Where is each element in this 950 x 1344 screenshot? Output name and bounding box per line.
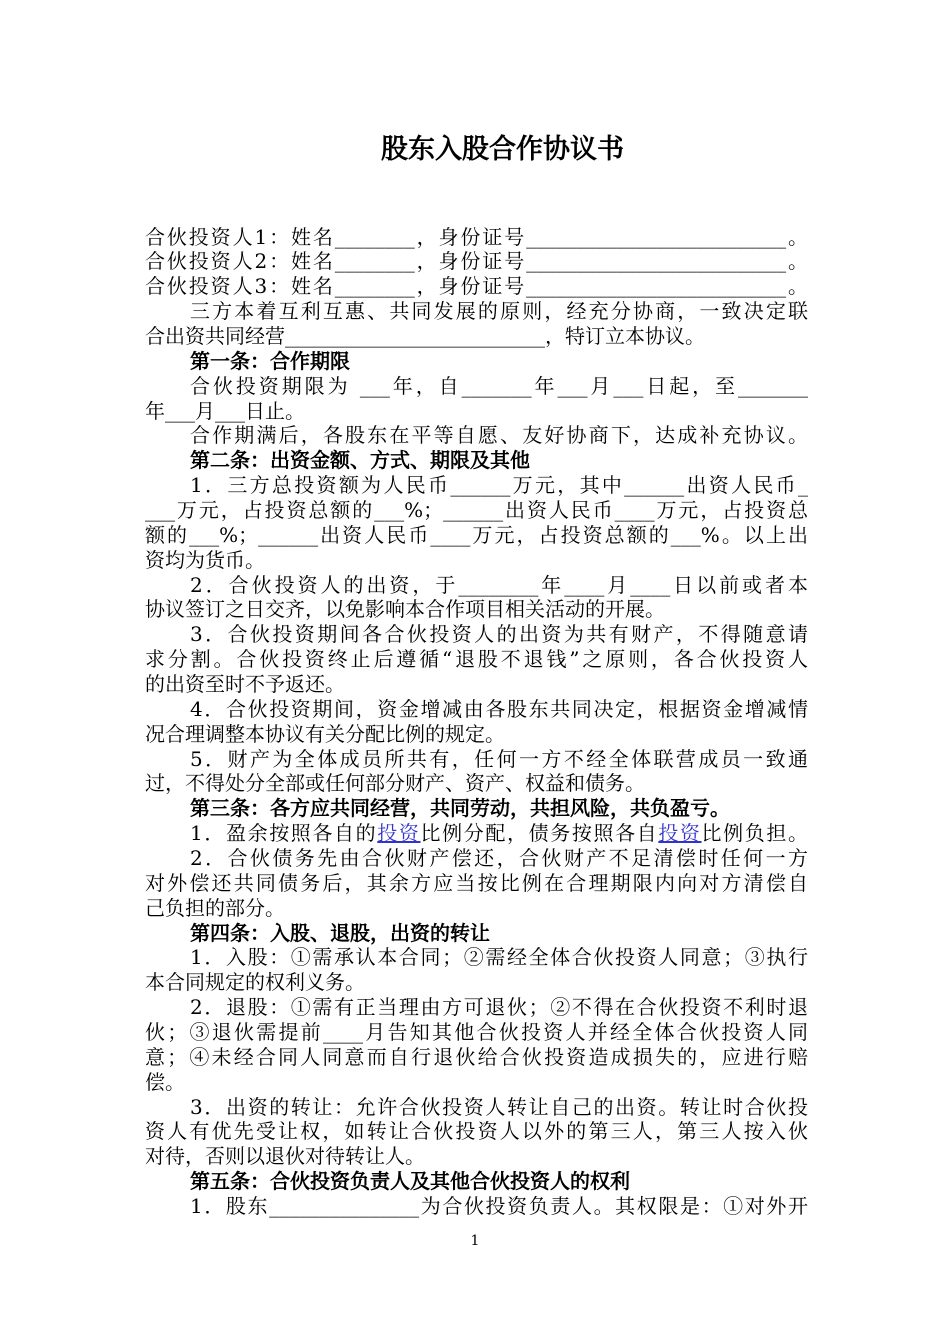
text-line: 资均为货币。 [145, 547, 265, 572]
investment-link[interactable]: 投资 [377, 821, 421, 846]
page-number: 1 [470, 1233, 480, 1249]
text-line: 3．出资的转让：允许合伙投资人转让自己的出资。转让时合伙投 [190, 1094, 808, 1119]
text-line: 2．合伙债务先由合伙财产偿还，合伙财产不足清偿时任何一方 [190, 845, 808, 870]
text-line: 合伙投资人3：姓名________，身份证号__________________________。 [145, 274, 808, 299]
text-line: 本合同规定的权利义务。 [145, 970, 365, 995]
text-line: 5．财产为全体成员所共有，任何一方不经全体联营成员一致通 [190, 746, 808, 771]
text-line: 额的___%；______出资人民币____万元，占投资总额的___%。以上出 [145, 522, 808, 547]
text-line: 伙；③退伙需提前____月告知其他合伙投资人并经全体合伙投资人同 [145, 1020, 808, 1044]
text-line [145, 821, 808, 846]
text-line: 合伙投资人2：姓名________，身份证号__________________________。 [145, 249, 808, 274]
document-body [145, 225, 808, 1219]
clause-heading: 第四条：入股、退股，出资的转让 [190, 920, 490, 945]
text-line: 年___月___日止。 [145, 398, 305, 423]
text-segment: 1．盈余按照各自的 [190, 821, 378, 846]
text-line: ___万元，占投资总额的___%；______出资人民币____万元，占投资总 [145, 497, 808, 522]
clause-heading: 第三条：各方应共同经营，共同劳动，共担风险，共负盈亏。 [190, 796, 730, 821]
clause-heading: 第五条：合伙投资负责人及其他合伙投资人的权利 [190, 1169, 630, 1194]
text-line: 己负担的部分。 [145, 895, 285, 920]
text-line: 意；④未经合同人同意而自行退伙给合伙投资造成损失的，应进行赔 [145, 1044, 808, 1069]
text-line: 况合理调整本协议有关分配比例的规定。 [145, 721, 505, 746]
text-line: 合出资共同经营__________________________，特订立本协议。 [145, 323, 705, 348]
text-line: 1．入股：①需承认本合同；②需经全体合伙投资人同意；③执行 [190, 945, 808, 970]
text-line: 1．三方总投资额为人民币______万元，其中______出资人民币_ [190, 473, 808, 498]
text-line: 2．退股：①需有正当理由方可退伙；②不得在合伙投资不利时退 [190, 995, 808, 1020]
text-line: 协议签订之日交齐，以免影响本合作项目相关活动的开展。 [145, 597, 665, 622]
text-line: 合作期满后，各股东在平等自愿、友好协商下，达成补充协议。 [190, 423, 808, 448]
text-line: 的出资至时不予返还。 [145, 671, 345, 696]
text-line: 合伙投资人1：姓名________，身份证号__________________________。 [145, 224, 808, 249]
text-line: 资人有优先受让权，如转让合伙投资人以外的第三人，第三人按入伙 [145, 1119, 808, 1144]
text-line: 2．合伙投资人的出资，于________年____月____日以前或者本 [190, 572, 808, 597]
text-line: 对外偿还共同债务后，其余方应当按比例在合理期限内向对方清偿自 [145, 870, 808, 895]
text-line: 1．股东_______________为合伙投资负责人。其权限是：①对外开 [190, 1194, 808, 1219]
document-title: 股东入股合作协议书 [381, 134, 624, 165]
text-line: 对待，否则以退伙对待转让人。 [145, 1144, 425, 1169]
text-line: 过，不得处分全部或任何部分财产、资产、权益和债务。 [145, 771, 645, 796]
text-line: 3．合伙投资期间各合伙投资人的出资为共有财产，不得随意请 [190, 622, 808, 647]
text-segment: 比例分配，债务按照各自 [420, 821, 659, 846]
text-line: 三方本着互利互惠、共同发展的原则，经充分协商，一致决定联 [190, 299, 808, 324]
text-line: 4．合伙投资期间，资金增减由各股东共同决定，根据资金增减情 [190, 696, 808, 721]
investment-link[interactable]: 投资 [658, 821, 702, 846]
text-line: 偿。 [145, 1069, 185, 1094]
text-segment: 比例负担。 [701, 821, 808, 846]
clause-heading: 第二条：出资金额、方式、期限及其他 [190, 448, 530, 473]
text-line: 合伙投资期限为 ___年，自_______年___月___日起，至_______ [190, 373, 808, 398]
clause-heading: 第一条：合作期限 [190, 348, 350, 373]
text-line: 求分割。合伙投资终止后遵循“退股不退钱”之原则，各合伙投资人 [145, 647, 808, 672]
